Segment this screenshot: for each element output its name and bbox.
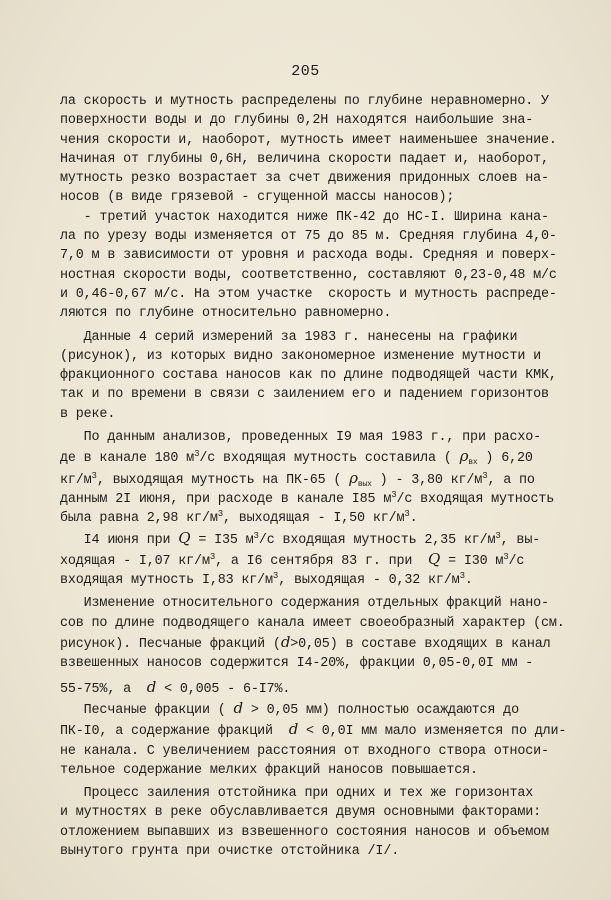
text-run: I4 июня при — [60, 532, 179, 548]
text-line — [60, 803, 560, 822]
math-symbol: d — [280, 633, 291, 652]
text-line — [60, 428, 560, 447]
text-line — [60, 614, 565, 633]
text-run: поверхности воды и до глубины 0,2Н находятся наибольшие зна- — [60, 113, 534, 129]
text-line — [60, 678, 560, 699]
text-run: /с входящая мутность 2,35 кг/м — [258, 532, 496, 548]
text-run: , выходящая - 0,32 кг/м — [278, 573, 460, 589]
text-run: ходящая - I,07 кг/м — [60, 553, 210, 569]
text-line — [60, 150, 560, 169]
text-run: Данные 4 серий измерений за 1983 г. нанесены на графики — [60, 329, 518, 345]
text-run: < 0,0I мм мало изменяется по дли- — [298, 724, 567, 740]
text-run: в реке. — [60, 406, 116, 422]
text-line — [60, 550, 560, 571]
text-line — [60, 490, 560, 509]
superscript: 3 — [482, 470, 488, 481]
math-symbol: Q — [178, 528, 191, 547]
text-line — [60, 469, 560, 490]
text-line — [60, 285, 560, 304]
text-run: = I30 м — [440, 553, 504, 569]
text-line — [60, 842, 560, 861]
superscript: 3 — [391, 489, 397, 500]
text-line — [60, 111, 560, 130]
math-symbol: ρ — [349, 468, 358, 487]
text-run: входящая мутность I,83 кг/м — [60, 573, 273, 589]
superscript: 3 — [217, 509, 223, 520]
text-run: (рисунок), из которых видно закономерное изменение мутности и — [60, 348, 542, 364]
text-line — [60, 405, 560, 424]
text-line — [60, 784, 560, 803]
text-run: = I35 м — [190, 532, 254, 548]
subscript: вх — [468, 458, 478, 468]
text-run: , вы- — [500, 532, 541, 548]
superscript: 3 — [404, 509, 410, 520]
text-run: , а I6 сентября 83 г. при — [215, 553, 429, 569]
body-text — [60, 92, 567, 861]
text-run: ) - 3,80 кг/м — [371, 472, 483, 488]
text-line — [60, 742, 560, 761]
text-line — [60, 633, 560, 654]
text-run: де в канале 180 м — [60, 451, 195, 467]
text-line — [60, 227, 560, 246]
text-line — [60, 131, 560, 150]
text-line — [60, 385, 560, 404]
text-run: /с входящая мутность составила ( — [199, 451, 460, 467]
text-line — [60, 720, 567, 741]
text-line — [60, 366, 560, 385]
text-run: . — [409, 511, 418, 527]
text-run: 7,0 м в зависимости от уровня и расхода воды. Средняя и поверх- — [60, 248, 557, 264]
text-line — [60, 509, 560, 528]
text-line — [60, 208, 560, 227]
text-run: По данным анализов, проведенных I9 мая 1983 г., при расхо- — [60, 430, 542, 446]
text-line — [60, 246, 560, 265]
text-line — [60, 447, 560, 468]
text-run: отложением выпавших из взвешенного состояния наносов и объемом — [60, 824, 549, 840]
text-run: , а по — [487, 472, 535, 488]
superscript: 3 — [253, 530, 259, 541]
math-symbol: Q — [428, 549, 441, 568]
text-run: была равна 2,98 кг/м — [60, 511, 218, 527]
text-run: >0,05) в составе входящих в канал — [290, 637, 551, 653]
math-symbol: ρ — [459, 447, 469, 466]
text-run: взвешенных наносов содержится I4-20%, фракции 0,05-0,0I мм - — [60, 656, 534, 672]
text-line — [60, 761, 560, 780]
text-run: кг/м — [60, 472, 92, 488]
text-run: < 0,005 - 6-I7%. — [156, 681, 291, 697]
text-line — [60, 823, 560, 842]
text-run: чения скорости и, наоборот, мутность имеет наименьшее значение. — [60, 132, 557, 148]
text-line — [60, 328, 560, 347]
superscript: 3 — [194, 449, 200, 460]
math-symbol: d — [233, 698, 243, 717]
superscript: 3 — [209, 551, 216, 562]
text-run: - третий участок находится ниже ПК-42 до НС-I. Ширина кана- — [60, 209, 549, 225]
text-run: носов (в виде грязевой - сгущенной массы наносов); — [60, 190, 455, 206]
superscript: 3 — [91, 470, 97, 481]
math-symbol: d — [288, 720, 299, 739]
superscript: 3 — [495, 530, 501, 541]
text-line — [60, 92, 560, 111]
superscript: 3 — [503, 551, 509, 562]
math-symbol: d — [146, 677, 157, 696]
text-run: рисунок). Песчаные фракций ( — [60, 637, 281, 653]
text-run: фракционного состава наносов как по длине подводящей части КМК, — [60, 368, 557, 384]
superscript: 3 — [459, 571, 465, 582]
text-line — [60, 594, 560, 613]
text-run: тельное содержание мелких фракций наносов повышается. — [60, 762, 478, 778]
text-run: Песчаные фракции ( — [60, 702, 234, 718]
text-run: . — [464, 573, 473, 589]
text-run: > 0,05 мм) полностью осаждаются до — [242, 702, 519, 718]
text-run: и 0,46-0,67 м/с. На этом участке скорость и мутность распреде- — [60, 286, 557, 302]
text-run: мутность резко возрастает за счет движения придонных слоев на- — [60, 171, 549, 187]
text-run: , выходящая - I,50 кг/м — [222, 511, 405, 527]
text-run: ляются по глубине относительно равномерно. — [60, 306, 392, 322]
text-run: данным 2I июня, при расходе в канале I85 м — [60, 491, 392, 507]
text-run: так и по времени в связи с заилением его и падением горизонтов — [60, 387, 549, 403]
text-run: Процесс заиления отстойника при одних и тех же горизонтах — [60, 786, 534, 802]
text-line — [60, 266, 560, 285]
text-run: 55-75%, а — [60, 681, 147, 697]
text-line — [60, 571, 560, 590]
text-run: ла по урезу воды изменяется от 75 до 85 м. Средняя глубина 4,0- — [60, 229, 557, 245]
text-run: не канала. С увеличением расстояния от входного створа относи- — [60, 743, 549, 759]
text-run: ностная скорости воды, соответственно, составляют 0,23-0,48 м/с — [60, 267, 557, 283]
text-run: вынутого грунта при очистке отстойника /I/. — [60, 843, 400, 859]
text-run: ла скорость и мутность распределены по глубине неравномерно. У — [60, 94, 549, 109]
text-line — [60, 699, 560, 720]
text-run: Начиная от глубины 0,6Н, величина скорости падает и, наоборот, — [60, 151, 549, 167]
page-number: 205 — [291, 63, 320, 80]
text-run: /с — [508, 553, 525, 569]
subscript: вых — [357, 479, 372, 489]
text-line — [60, 654, 560, 673]
text-line — [60, 529, 560, 550]
text-line — [60, 188, 560, 207]
text-run: , выходящая мутность на ПК-65 ( — [96, 472, 350, 488]
text-line — [60, 347, 560, 366]
text-run: ) 6,20 — [477, 451, 533, 467]
text-run: ПК-I0, а содержание фракций — [60, 724, 289, 740]
text-run: Изменение относительного содержания отдельных фракций нано- — [60, 596, 549, 612]
text-line — [60, 169, 560, 188]
text-run: /с входящая мутность — [396, 491, 555, 507]
text-run: и мутностях в реке обуславливается двумя основными факторами: — [60, 805, 542, 821]
text-run: сов по длине подводящего канала имеет своеобразный характер (см. — [60, 615, 565, 631]
text-line — [60, 304, 560, 323]
superscript: 3 — [272, 571, 279, 582]
